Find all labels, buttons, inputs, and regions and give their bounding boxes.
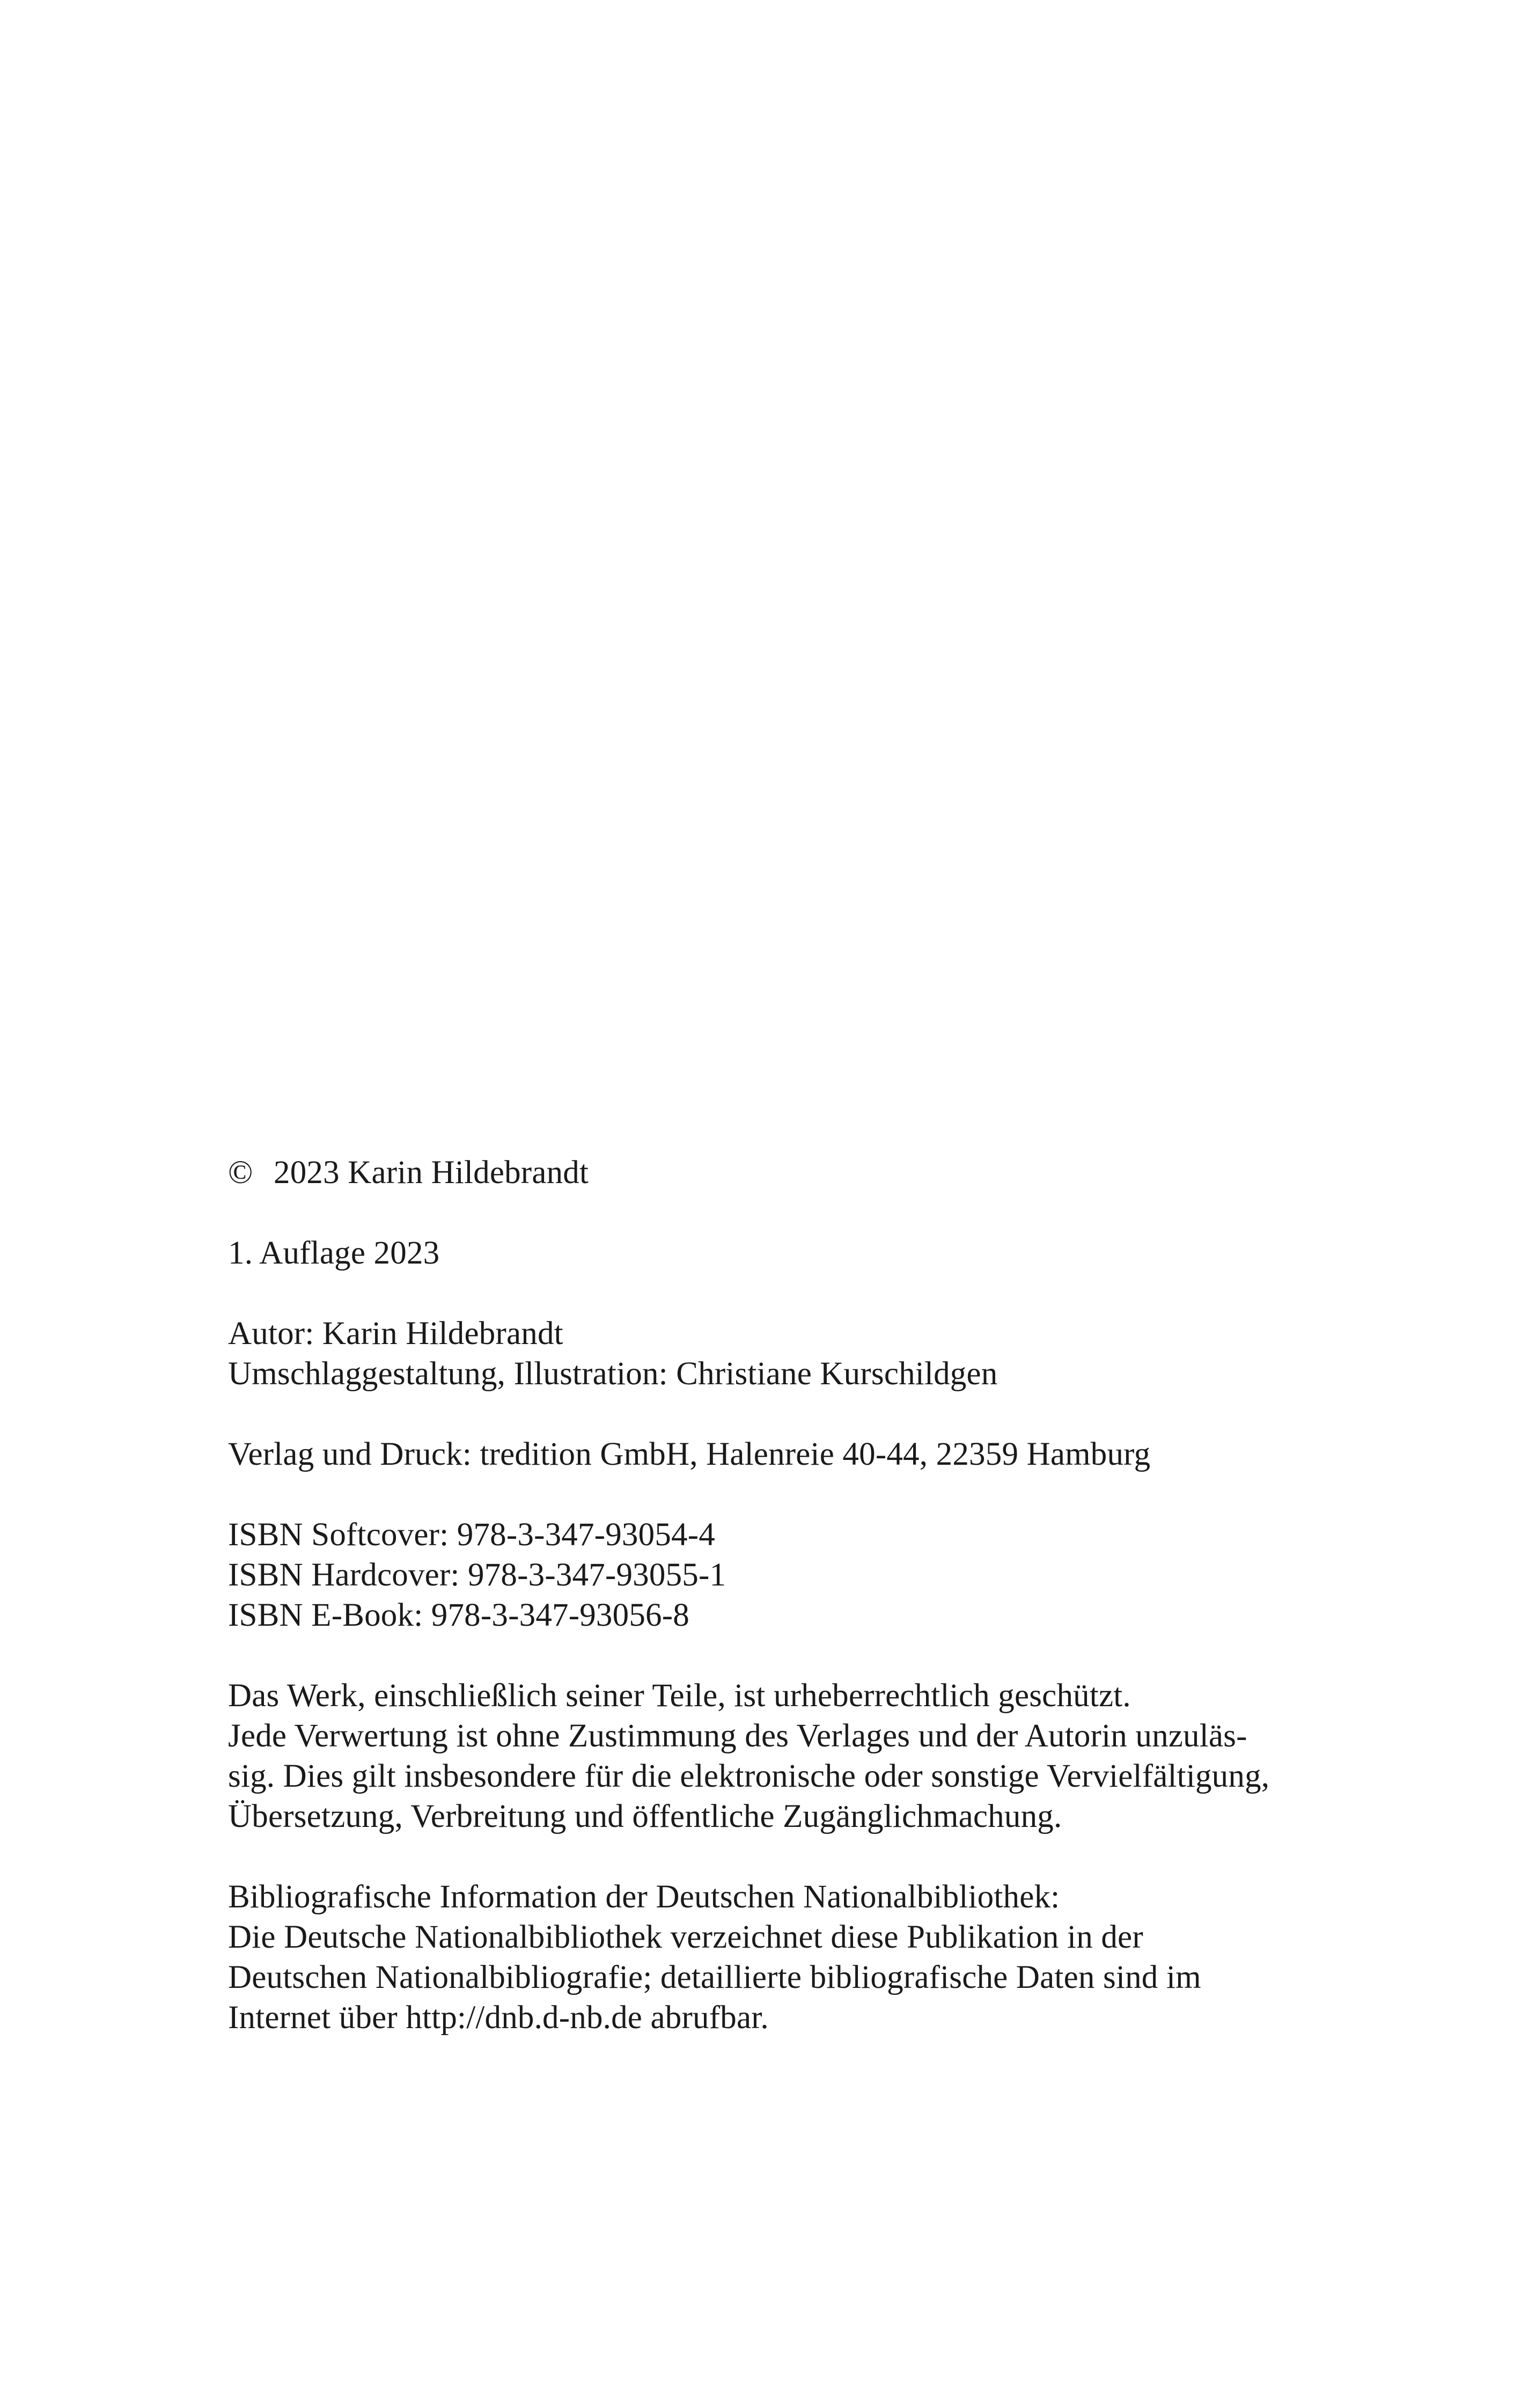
rights-notice-block bbox=[228, 1676, 1312, 1837]
edition-line: 1. Auflage 2023 bbox=[228, 1235, 440, 1271]
publisher-block bbox=[228, 1434, 1312, 1474]
isbn-block bbox=[228, 1515, 1312, 1635]
bibliography-line: Die Deutsche Nationalbibliothek verzeichnet diese Publikation in der bbox=[228, 1919, 1143, 1955]
bibliography-line: Internet über http://dnb.d-nb.de abrufbar. bbox=[228, 2000, 769, 2036]
cover-design-line: Umschlaggestaltung, Illustration: Christiane Kurschildgen bbox=[228, 1356, 998, 1392]
credits-block bbox=[228, 1313, 1312, 1394]
copyright-text: 2023 Karin Hildebrandt bbox=[274, 1155, 589, 1191]
rights-line: sig. Dies gilt insbesondere für die elektronische oder sonstige Vervielfältigung, bbox=[228, 1758, 1270, 1794]
edition-block bbox=[228, 1233, 1312, 1273]
copyright-line bbox=[228, 1152, 1312, 1193]
publisher-line: Verlag und Druck: tredition GmbH, Halenreie 40-44, 22359 Hamburg bbox=[228, 1436, 1151, 1472]
isbn-ebook-line: ISBN E-Book: 978-3-347-93056-8 bbox=[228, 1597, 689, 1633]
rights-line: Übersetzung, Verbreitung und öffentliche Zugänglichmachung. bbox=[228, 1798, 1062, 1834]
isbn-hardcover-line: ISBN Hardcover: 978-3-347-93055-1 bbox=[228, 1557, 726, 1593]
copyright-symbol: © bbox=[228, 1155, 253, 1191]
bibliography-block bbox=[228, 1877, 1312, 2038]
copyright-block bbox=[228, 1152, 1312, 1193]
author-line: Autor: Karin Hildebrandt bbox=[228, 1316, 563, 1352]
bibliography-line: Bibliografische Information der Deutschen Nationalbibliothek: bbox=[228, 1879, 1060, 1915]
rights-line: Jede Verwertung ist ohne Zustimmung des Verlages und der Autorin unzuläs- bbox=[228, 1718, 1247, 1754]
isbn-softcover-line: ISBN Softcover: 978-3-347-93054-4 bbox=[228, 1517, 715, 1553]
rights-line: Das Werk, einschließlich seiner Teile, ist urheberrechtlich geschützt. bbox=[228, 1678, 1131, 1714]
bibliography-line: Deutschen Nationalbibliografie; detaillierte bibliografische Daten sind im bbox=[228, 1959, 1201, 1995]
imprint-section bbox=[228, 1152, 1312, 2078]
